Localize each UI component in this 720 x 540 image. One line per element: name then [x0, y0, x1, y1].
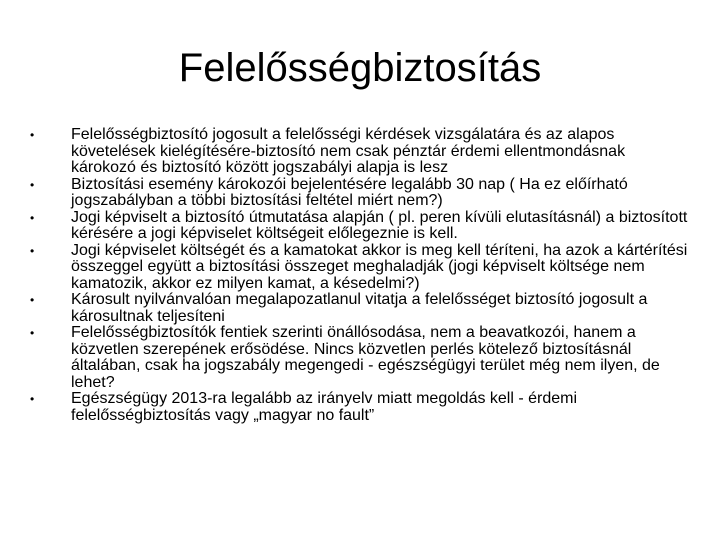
bullet-text: Egészségügy 2013-ra legalább az irányelv miatt megoldás kell - érdemi felelősségbiztosítás vagy „magyar no fault” [71, 390, 578, 424]
bullet-item [30, 127, 690, 177]
bullet-text: Jogi képviselet költségét és a kamatokat akkor is meg kell téríteni, ha azok a kártérítési összeggel együtt a biztosítási összeget meghaladják (jogi képviselt költsége nem kamatozik, akkor ez milyen kamat, a késedelmi?) [71, 241, 688, 292]
bullet-dot-icon: • [30, 326, 35, 340]
bullet-dot-icon: • [30, 177, 35, 192]
bullet-dot-icon: • [30, 128, 35, 142]
bullet-text: Felelősségbiztosító jogosult a felelősségi kérdések vizsgálatára és az alapos követelések kielégítésére-biztosító nem csak pénztár érdemi ellentmondásnak károkozó és biztosító között jogszabályi alapja is lesz [71, 126, 626, 176]
slide-title: Felelősségbiztosítás [178, 46, 542, 90]
bullet-item [30, 177, 690, 210]
bullet-item [30, 210, 690, 243]
bullet-text: Felelősségbiztosítók fentiek szerinti önállósodása, nem a beavatkozói, hanem a közvetlen szerepének erősödése. Nincs közvetlen perlés kötelező biztosításnál általában, csak ha jogszabály megengedi - egészségügyi terület még nem ilyen, de lehet? [71, 324, 660, 391]
bullet-text: Károsult nyilvánvalóan megalapozatlanul vitatja a felelősséget biztosító jogosult a károsultnak teljesíteni [71, 291, 648, 325]
bullet-list [30, 127, 690, 424]
bullet-item [30, 243, 690, 293]
bullet-text: Biztosítási esemény károkozói bejelentésére legalább 30 nap ( Ha ez előírható jogszabályban a többi biztosítási feltétel miért nem?) [71, 175, 628, 209]
bullet-item [30, 325, 690, 391]
bullet-dot-icon: • [30, 293, 35, 307]
bullet-item [30, 292, 690, 325]
bullet-dot-icon: • [30, 243, 35, 258]
bullet-dot-icon: • [30, 392, 35, 406]
bullet-item [30, 391, 690, 424]
bullet-text: Jogi képviselt a biztosító útmutatása alapján ( pl. peren kívüli elutasításnál) a biztosított kérésére a jogi képviselet költségeit előlegeznie is kell. [71, 208, 688, 242]
bullet-dot-icon: • [30, 210, 35, 225]
